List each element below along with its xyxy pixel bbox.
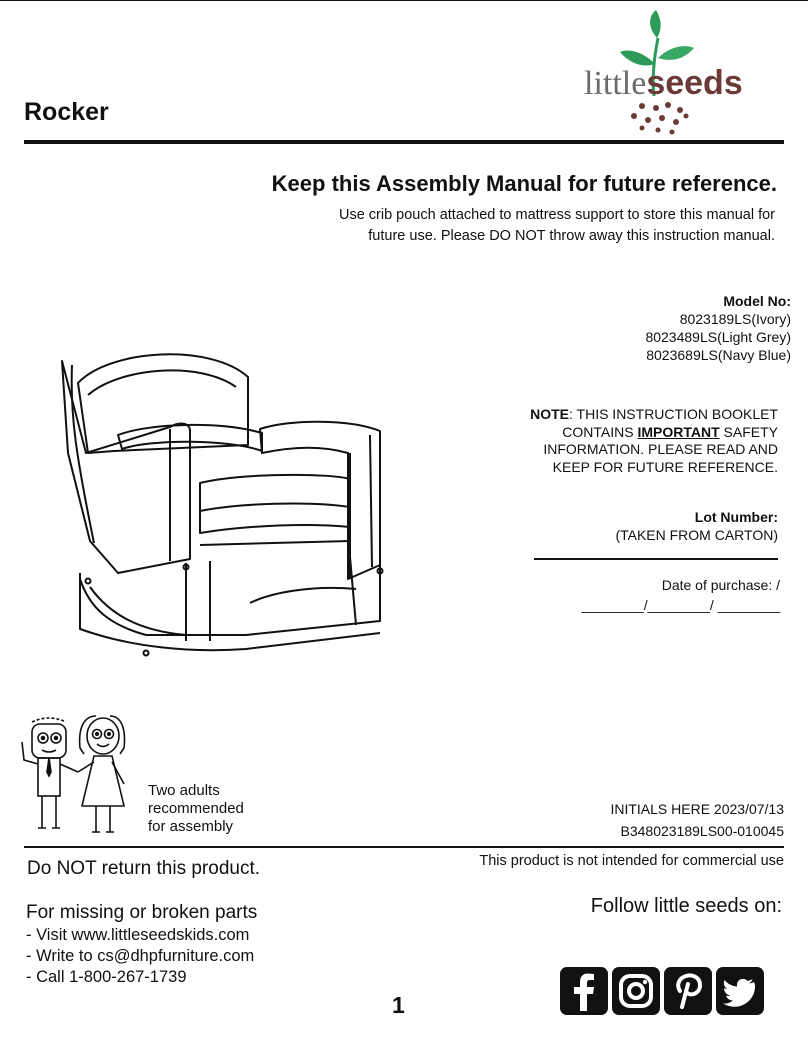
intro-line-1: Use crib pouch attached to mattress support to store this manual for [338, 207, 775, 223]
headline: Keep this Assembly Manual for future reference. [271, 171, 777, 196]
assembly-recommendation [148, 782, 244, 836]
safety-note [478, 406, 778, 476]
model-number: 8023689LS(Navy Blue) [646, 347, 791, 363]
pinterest-icon[interactable] [664, 967, 712, 1015]
logo-wordmark [584, 66, 743, 101]
initials-block [610, 798, 784, 842]
do-not-return: Do NOT return this product. [27, 858, 261, 879]
page-number: 1 [392, 992, 405, 1018]
footer-rule [24, 846, 784, 848]
contact-list [26, 925, 254, 988]
purchase-date-blanks[interactable]: ________/________/ ________ [581, 597, 780, 613]
facebook-icon[interactable] [560, 967, 608, 1015]
purchase-date-label: Date of purchase: / [661, 577, 780, 593]
model-number: 8023189LS(Ivory) [679, 311, 791, 327]
lot-source: (TAKEN FROM CARTON) [615, 526, 778, 543]
header-rule [24, 140, 784, 144]
model-numbers [645, 292, 791, 364]
contact-email[interactable]: - Write to cs@dhpfurniture.com [26, 947, 255, 965]
lot-number-line[interactable] [534, 558, 778, 560]
page-title: Rocker [24, 98, 109, 126]
top-rule [0, 0, 808, 1]
note-line-2-post: SAFETY [719, 423, 778, 440]
twitter-icon[interactable] [716, 967, 764, 1015]
model-number: 8023489LS(Light Grey) [645, 329, 791, 345]
rocker-chair-illustration [50, 335, 400, 665]
not-commercial-notice: This product is not intended for commercial use [479, 853, 784, 869]
contact-website[interactable]: - Visit www.littleseedskids.com [26, 926, 250, 944]
little-seeds-logo [582, 8, 782, 138]
model-label: Model No: [723, 293, 791, 309]
lot-label: Lot Number: [694, 509, 778, 525]
intro-line-2: future use. Please DO NOT throw away this instruction manual. [368, 228, 775, 244]
missing-parts-title: For missing or broken parts [26, 902, 258, 923]
instagram-icon[interactable] [612, 967, 660, 1015]
assembly-line: recommended [148, 800, 244, 817]
note-line-3: INFORMATION. PLEASE READ AND [543, 441, 778, 457]
note-lead: NOTE [530, 406, 569, 422]
note-line-1: : THIS INSTRUCTION BOOKLET [569, 406, 778, 422]
logo-word-seeds: seeds [646, 64, 743, 102]
logo-word-little: little [584, 65, 647, 102]
two-adults-icon [18, 712, 143, 842]
follow-label: Follow little seeds on: [590, 895, 782, 917]
note-important: IMPORTANT [637, 423, 720, 440]
batch-code: B348023189LS00-010045 [620, 823, 784, 839]
initials-line: INITIALS HERE 2023/07/13 [610, 801, 784, 817]
note-line-4: KEEP FOR FUTURE REFERENCE. [552, 458, 778, 475]
note-line-2-pre: CONTAINS [562, 423, 638, 440]
contact-phone[interactable]: - Call 1-800-267-1739 [26, 968, 187, 986]
assembly-line: Two adults [148, 782, 220, 799]
purchase-date [581, 575, 780, 615]
assembly-line: for assembly [148, 818, 234, 835]
lot-number [615, 509, 778, 544]
intro-text [255, 205, 775, 247]
